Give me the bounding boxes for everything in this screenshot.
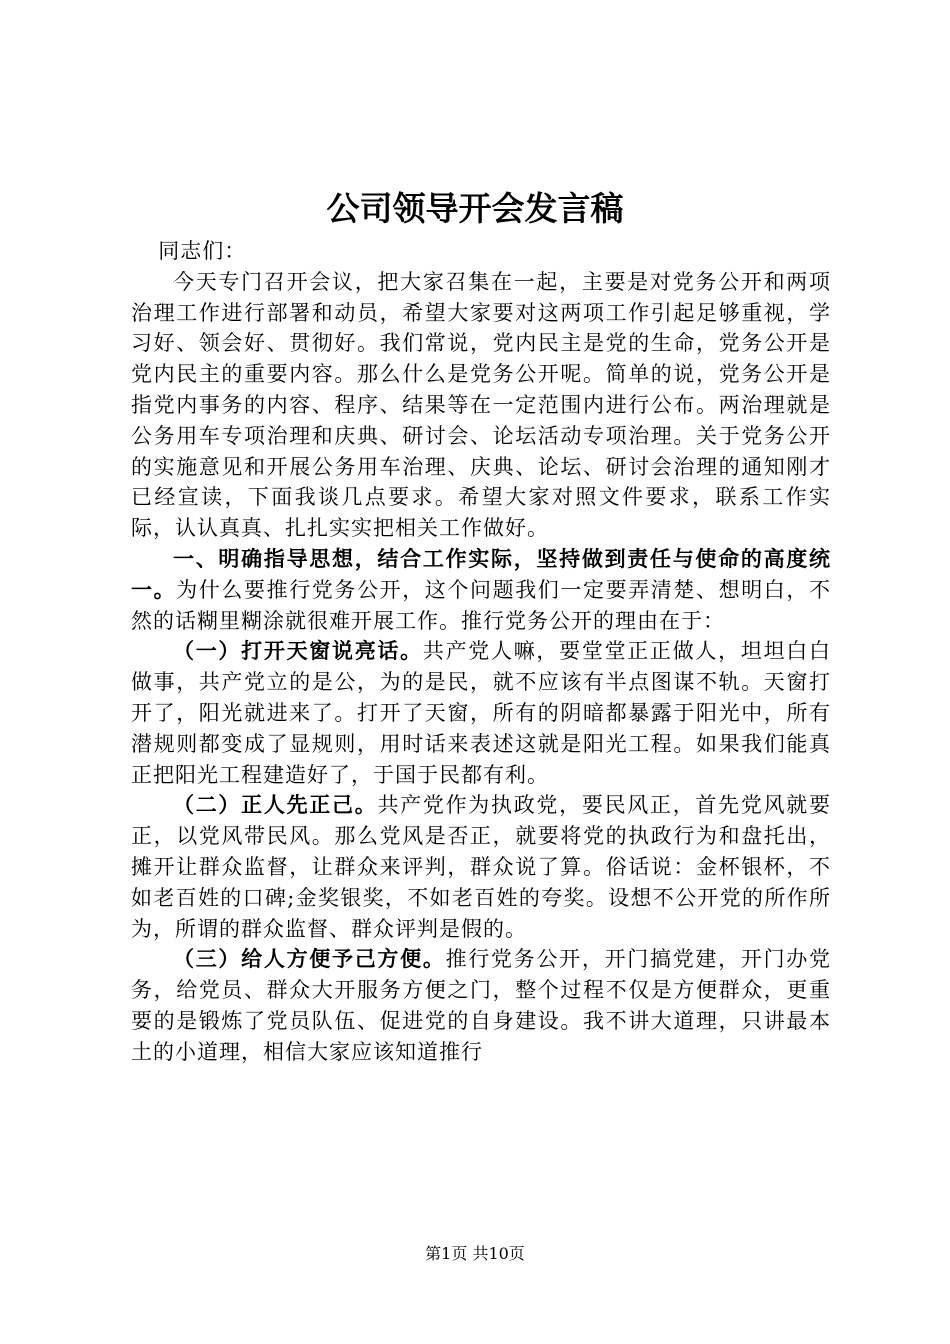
salutation: 同志们： bbox=[158, 239, 247, 263]
document-body bbox=[131, 236, 831, 1068]
section-text: 共产党作为执政党，要民风正，首先党风就要正，以党风带民风。那么党风是否正，就要将党的执政行为和盘托出，摊开让群众监督，让群众来评判，群众说了算。俗话说：金杯银杯，不如老百姓的口碑;金奖银奖，不如老百姓的夸奖。设想不公开党的所作所为，所谓的群众监督、群众评判是假的。 bbox=[131, 793, 832, 941]
section-heading: （一）打开天窗说亮话。 bbox=[173, 639, 423, 664]
section-text: 推行党务公开，开门搞党建，开门办党务，给党员、群众大开服务方便之门，整个过程不仅是方便群众，更重要的是锻炼了党员队伍、促进党的自身建设。我不讲大道理，只讲最本土的小道理，相信大家应该知道推行 bbox=[131, 947, 832, 1064]
intro-paragraph: 今天专门召开会议，把大家召集在一起，主要是对党务公开和两项治理工作进行部署和动员，希望大家要对这两项工作引起足够重视，学习好、领会好、贯彻好。我们常说，党内民主是党的生命，党务公开是党内民主的重要内容。那么什么是党务公开呢。简单的说，党务公开是指党内事务的内容、程序、结果等在一定范围内进行公布。两治理就是公务用车专项治理和庆典、研讨会、论坛活动专项治理。关于党务公开的实施意见和开展公务用车治理、庆典、论坛、研讨会治理的通知刚才已经宣读，下面我谈几点要求。希望大家对照文件要求，联系工作实际，认认真真、扎扎实实把相关工作做好。 bbox=[131, 269, 831, 541]
section-paragraph-4 bbox=[131, 944, 831, 1067]
section-paragraph-3 bbox=[131, 790, 831, 944]
section-heading: 一、明确指导思想，结合工作实际，坚持做到责任与使命的高度统一。 bbox=[131, 546, 831, 602]
section-paragraph-1 bbox=[131, 544, 831, 636]
section-text: 共产党人嘛，要堂堂正正做人，坦坦白白做事，共产党立的是公，为的是民，就不应该有半点图谋不轨。天窗打开了，阳光就进来了。打开了天窗，所有的阴暗都暴露于阳光中，所有潜规则都变成了显规则，用时话来表述这就是阳光工程。如果我们能真正把阳光工程建造好了，于国于民都有利。 bbox=[131, 639, 832, 787]
section-heading: （二）正人先正己。 bbox=[173, 793, 378, 818]
section-text: 为什么要推行党务公开，这个问题我们一定要弄清楚、想明白，不然的话糊里糊涂就很难开展工作。推行党务公开的理由在于： bbox=[131, 577, 832, 633]
section-paragraph-2 bbox=[131, 636, 831, 790]
section-heading: （三）给人方便予己方便。 bbox=[173, 947, 446, 972]
page-footer: 第1页 共10页 bbox=[425, 1244, 525, 1263]
page-title: 公司领导开会发言稿 bbox=[326, 189, 624, 228]
